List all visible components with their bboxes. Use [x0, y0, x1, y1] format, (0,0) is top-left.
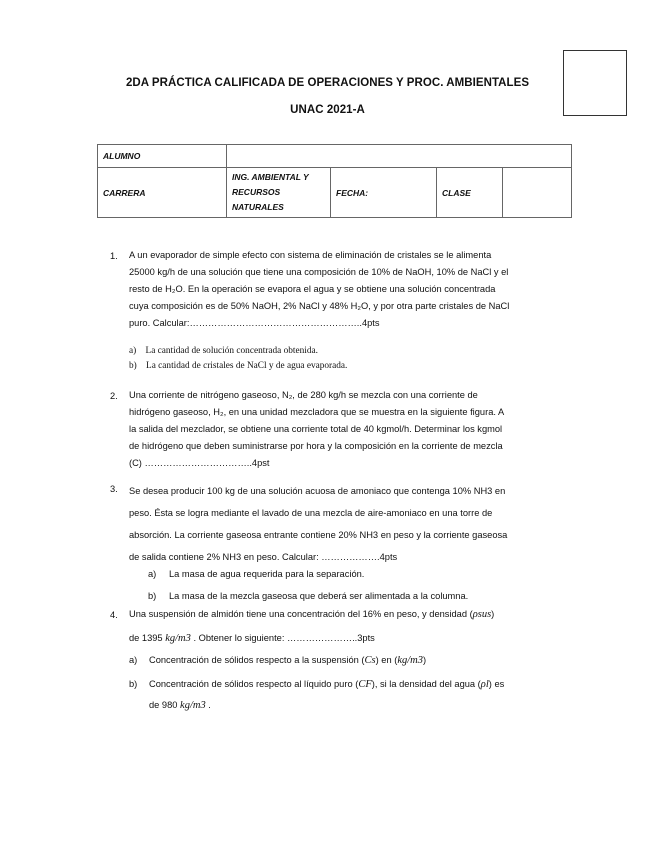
q4-text: ): [491, 609, 495, 619]
q4-text: de 980: [149, 700, 181, 710]
q4-var-cs: Cs: [364, 655, 376, 666]
q4-text: ), si la densidad del agua (: [371, 679, 481, 689]
question-4-item-b-line-2: [149, 697, 211, 714]
question-2-line: (C) ……………………………..4pst: [129, 458, 270, 468]
q4-text: ): [422, 655, 427, 665]
q4-unit: kg/m3: [180, 700, 206, 711]
carrera-label: CARRERA: [98, 168, 227, 218]
question-4-item-a-text: [149, 652, 426, 669]
question-1-item-b: b) La cantidad de cristales de NaCl y de agua evaporada.: [129, 361, 348, 371]
question-3-item-b-label: b): [148, 591, 157, 601]
q4-text: Una suspensión de almidón tiene una concentración del 16% en peso, y densidad (: [129, 609, 473, 619]
clase-field[interactable]: [503, 168, 572, 218]
q4-text: ) es: [488, 679, 505, 689]
q4-var-rhol: ρl: [480, 679, 489, 690]
fecha-label: FECHA:: [331, 168, 437, 218]
question-2-line: Una corriente de nitrógeno gaseoso, N₂, de 280 kg/h se mezcla con una corriente de: [129, 390, 478, 400]
q4-text: de 1395: [129, 633, 166, 643]
question-4-number: 4.: [110, 610, 118, 620]
page-subtitle: UNAC 2021-A: [290, 104, 365, 116]
question-1-line: 25000 kg/h de una solución que tiene una composición de 10% de NaOH, 10% de NaCl y el: [129, 267, 509, 277]
carrera-value: [227, 168, 331, 218]
question-1-item-a: a) La cantidad de solución concentrada obtenida.: [129, 346, 318, 356]
question-3-number: 3.: [110, 484, 118, 494]
q4-text: ) en (: [375, 655, 398, 665]
q4-var-cf: CF: [358, 679, 372, 690]
q4-unit: kg/m3: [165, 633, 191, 644]
q4-text: . Obtener lo siguiente: …………………..3pts: [190, 633, 375, 643]
question-2-number: 2.: [110, 391, 118, 401]
question-4-item-b-label: b): [129, 679, 138, 689]
alumno-field[interactable]: [227, 145, 572, 168]
question-3-item-b-text: La masa de la mezcla gaseosa que deberá ser alimentada a la columna.: [169, 591, 469, 601]
carrera-value-line: NATURALES: [232, 202, 284, 212]
q4-text: Concentración de sólidos respecto a la suspensión (: [149, 655, 365, 665]
question-3-item-a-text: La masa de agua requerida para la separación.: [169, 569, 365, 579]
question-3-line: de salida contiene 2% NH3 en peso. Calcular: ……………….4pts: [129, 552, 398, 562]
question-3-line: absorción. La corriente gaseosa entrante contiene 20% NH3 en peso y la corriente gaseosa: [129, 530, 508, 540]
question-4-line-2: [129, 630, 375, 647]
student-info-table: [97, 144, 572, 218]
clase-label: CLASE: [437, 168, 503, 218]
question-2-line: de hidrógeno que deben suministrarse por hora y la composición en la corriente de mezcla: [129, 441, 503, 451]
question-4-item-a-label: a): [129, 655, 138, 665]
question-1-line: resto de H₂O. En la operación se evapora el agua y se obtiene una solución concentrada: [129, 284, 496, 294]
carrera-value-line: RECURSOS: [232, 187, 281, 197]
question-4-line-1: [129, 606, 494, 623]
question-1-text: [129, 247, 563, 332]
q4-unit: kg/m3: [397, 655, 423, 666]
question-3-line: Se desea producir 100 kg de una solución acuosa de amoniaco que contenga 10% NH3 en: [129, 486, 506, 496]
question-2-line: la salida del mezclador, se obtiene una corriente total de 40 kgmol/h. Determinar los kgmol: [129, 424, 503, 434]
question-1-line: cuya composición es de 50% NaOH, 2% NaCl y 48% H₂O, y por otra parte cristales de NaCl: [129, 301, 510, 311]
q4-text: Concentración de sólidos respecto al líquido puro (: [149, 679, 359, 689]
question-1-number: 1.: [110, 251, 118, 261]
question-1-line: puro. Calcular:………………………………………………..4pts: [129, 318, 380, 328]
question-3-text: [129, 480, 565, 568]
question-2-text: [129, 387, 563, 472]
alumno-label: ALUMNO: [98, 145, 227, 168]
q4-var-density: ρsus: [472, 609, 492, 620]
question-3-line: peso. Ésta se logra mediante el lavado de una mezcla de aire-amoniaco en una torre de: [129, 508, 493, 518]
page-title: 2DA PRÁCTICA CALIFICADA DE OPERACIONES Y PROC. AMBIENTALES: [125, 77, 530, 89]
carrera-value-line: ING. AMBIENTAL Y: [232, 172, 309, 182]
question-4-item-b-text: [149, 676, 504, 693]
q4-text: .: [205, 700, 211, 710]
question-1-line: A un evaporador de simple efecto con sistema de eliminación de cristales se le alimenta: [129, 250, 492, 260]
question-3-item-a-label: a): [148, 569, 157, 579]
question-2-line: hidrógeno gaseoso, H₂, en una unidad mezcladora que se muestra en la siguiente figura. A: [129, 407, 505, 417]
